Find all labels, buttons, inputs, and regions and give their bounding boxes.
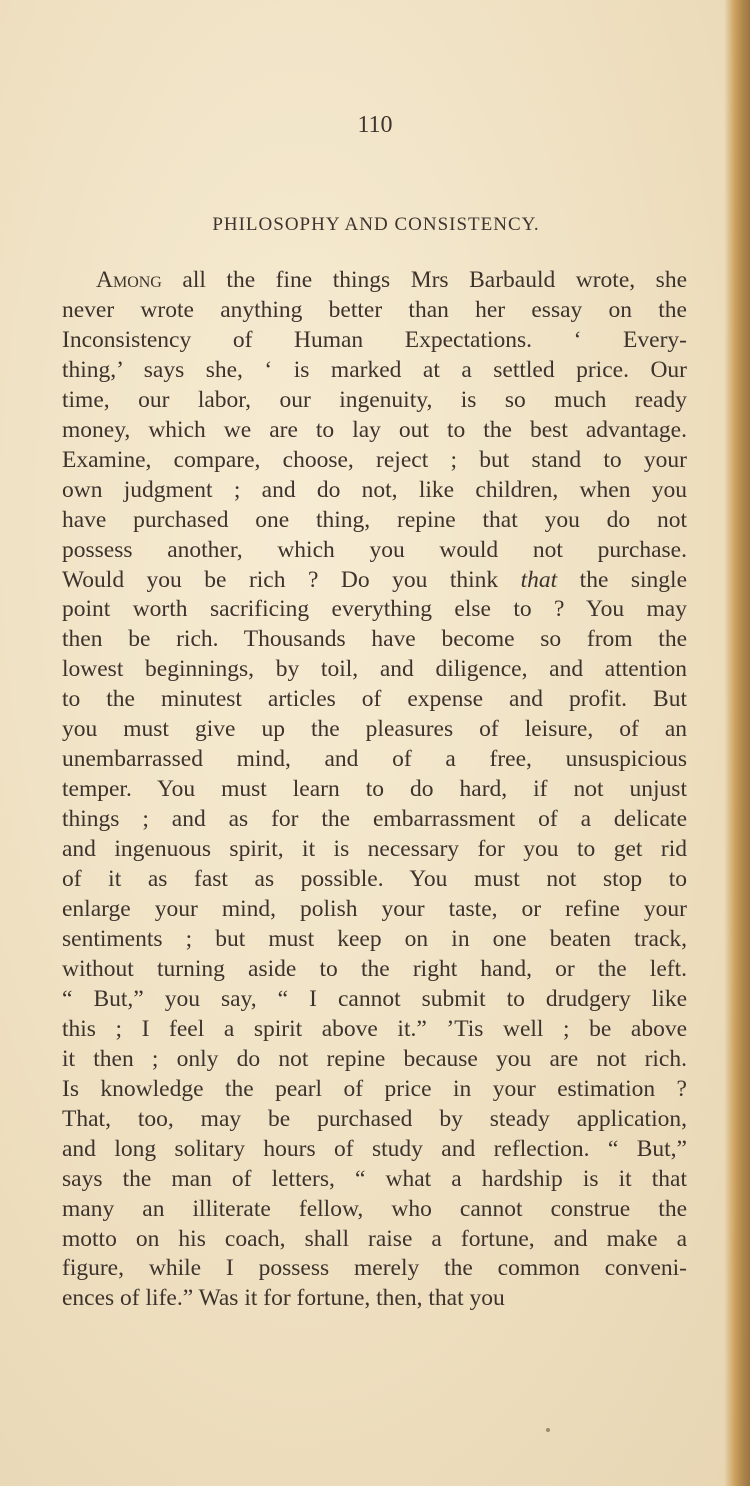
text-line: point worth sacrificing everything else to ? You may bbox=[62, 596, 687, 623]
text-line: “ But,” you say, “ I cannot submit to drudgery like bbox=[62, 985, 687, 1012]
text-line: of it as fast as possible. You must not stop to bbox=[62, 866, 687, 893]
text-line: Would you be rich ? Do you think that the single bbox=[62, 566, 687, 593]
text-line: possess another, which you would not purchase. bbox=[62, 536, 687, 563]
text-line: figure, while I possess merely the common conveni- bbox=[62, 1255, 687, 1282]
text-line: this ; I feel a spirit above it.” ’Tis well ; be above bbox=[62, 1015, 687, 1042]
page-number: 110 bbox=[357, 112, 393, 138]
text-line: lowest beginnings, by toil, and diligence, and attention bbox=[62, 656, 687, 683]
text-line: to the minutest articles of expense and profit. But bbox=[62, 686, 687, 713]
text-line: and ingenuous spirit, it is necessary for you to get rid bbox=[62, 836, 687, 863]
text-line: Is knowledge the pearl of price in your estimation ? bbox=[62, 1075, 687, 1102]
text-line: then be rich. Thousands have become so from the bbox=[62, 626, 687, 653]
text-line: motto on his coach, shall raise a fortune, and make a bbox=[62, 1225, 687, 1252]
text-line: thing,’ says she, ‘ is marked at a settled price. Our bbox=[62, 356, 687, 383]
text-line: and long solitary hours of study and reflection. “ But,” bbox=[62, 1135, 687, 1162]
text-line: unembarrassed mind, and of a free, unsuspicious bbox=[62, 746, 687, 773]
text-line: never wrote anything better than her essay on the bbox=[62, 296, 687, 323]
text-line: sentiments ; but must keep on in one beaten track, bbox=[62, 925, 687, 952]
text-line: many an illiterate fellow, who cannot construe the bbox=[62, 1195, 687, 1222]
page-edge bbox=[724, 0, 750, 1486]
paper-speck bbox=[546, 1428, 550, 1432]
text-line: you must give up the pleasures of leisure, of an bbox=[62, 716, 687, 743]
text-line: says the man of letters, “ what a hardship is it that bbox=[62, 1165, 687, 1192]
text-line: That, too, may be purchased by steady application, bbox=[62, 1105, 687, 1132]
text-line: things ; and as for the embarrassment of a delicate bbox=[62, 806, 687, 833]
text-line: it then ; only do not repine because you are not rich. bbox=[62, 1045, 687, 1072]
text-line: own judgment ; and do not, like children, when you bbox=[62, 476, 687, 503]
text-line: without turning aside to the right hand, or the left. bbox=[62, 955, 687, 982]
text-line: temper. You must learn to do hard, if not unjust bbox=[62, 776, 687, 803]
drop-word: Among bbox=[96, 267, 162, 293]
text-line: time, our labor, our ingenuity, is so much ready bbox=[62, 386, 687, 413]
body-text bbox=[62, 266, 687, 1314]
text-line: money, which we are to lay out to the best advantage. bbox=[62, 416, 687, 443]
text-line: have purchased one thing, repine that you do not bbox=[62, 506, 687, 533]
text-line: Examine, compare, choose, reject ; but stand to your bbox=[62, 446, 687, 473]
text-line: enlarge your mind, polish your taste, or refine your bbox=[62, 896, 687, 923]
text-line: ences of life.” Was it for fortune, then, that you bbox=[62, 1285, 505, 1312]
text-line: Among all the fine things Mrs Barbauld wrote, she bbox=[96, 267, 687, 293]
emphasis-word: that bbox=[520, 566, 558, 593]
text-line: Inconsistency of Human Expectations. ‘ Every- bbox=[62, 326, 687, 353]
chapter-title: PHILOSOPHY AND CONSISTENCY. bbox=[212, 214, 540, 235]
